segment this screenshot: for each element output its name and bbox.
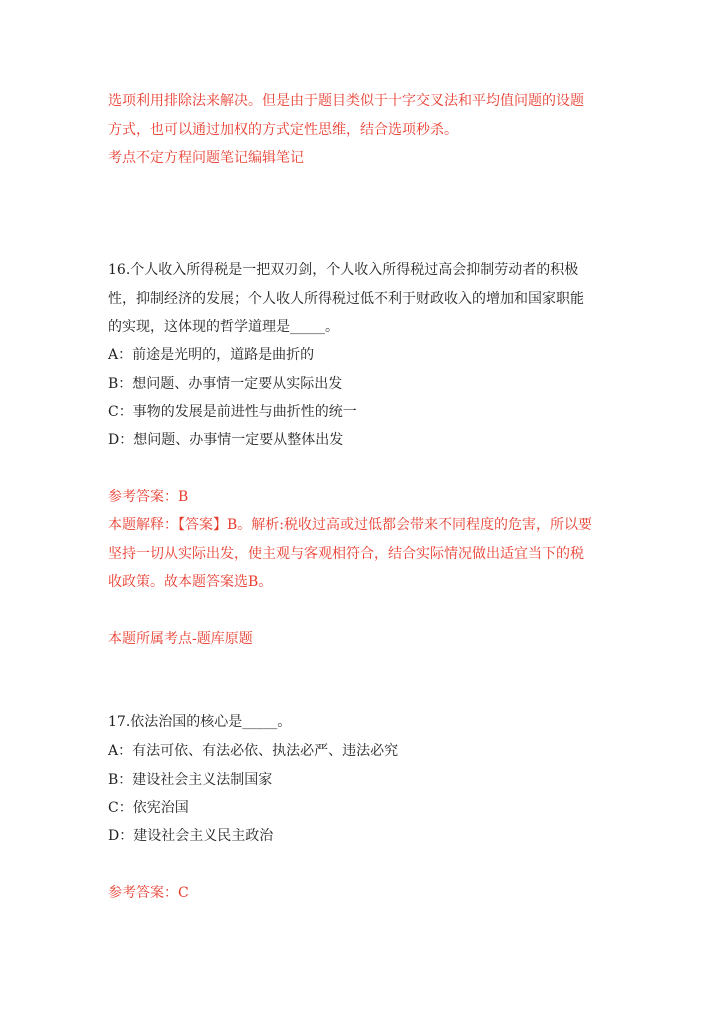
q17-option-b: B：建设社会主义法制国家 bbox=[108, 772, 273, 788]
q17-option-d: D：建设社会主义民主政治 bbox=[108, 828, 274, 844]
carryover-topic: 考点不定方程问题笔记编辑笔记 bbox=[108, 150, 304, 166]
q17-option-c: C：依宪治国 bbox=[108, 800, 189, 816]
q16-explanation-line-2: 坚持一切从实际出发，使主观与客观相符合，结合实际情况做出适宜当下的税 bbox=[108, 546, 584, 562]
q16-option-a: A：前途是光明的，道路是曲折的 bbox=[108, 347, 315, 363]
q16-explanation-line-3: 收政策。故本题答案选B。 bbox=[108, 574, 273, 590]
q17-answer: 参考答案：C bbox=[108, 885, 189, 901]
q16-stem-line-3: 的实现，这体现的哲学道理是_____。 bbox=[108, 319, 339, 335]
q16-explanation-line-1: 本题解释：【答案】B。解析:税收过高或过低都会带来不同程度的危害，所以要 bbox=[108, 517, 593, 533]
carryover-line-2: 方式，也可以通过加权的方式定性思维，结合选项秒杀。 bbox=[108, 122, 458, 138]
q16-option-c: C：事物的发展是前进性与曲折性的统一 bbox=[108, 404, 357, 420]
carryover-line-1: 选项利用排除法来解决。但是由于题目类似于十字交叉法和平均值问题的设题 bbox=[108, 93, 584, 109]
q16-stem-line-2: 性，抑制经济的发展；个人收人所得税过低不利于财政收入的增加和国家职能 bbox=[108, 291, 584, 307]
q16-option-b: B：想问题、办事情一定要从实际出发 bbox=[108, 376, 343, 392]
q17-option-a: A：有法可依、有法必依、执法必严、违法必究 bbox=[108, 743, 399, 759]
q16-answer: 参考答案：B bbox=[108, 489, 189, 505]
q16-topic: 本题所属考点-题库原题 bbox=[108, 631, 253, 647]
q16-stem-line-1: 16.个人收入所得税是一把双刃剑，个人收入所得税过高会抑制劳动者的积极 bbox=[108, 262, 579, 278]
q17-stem: 17.依法治国的核心是_____。 bbox=[108, 714, 292, 730]
q16-option-d: D：想问题、办事情一定要从整体出发 bbox=[108, 432, 344, 448]
